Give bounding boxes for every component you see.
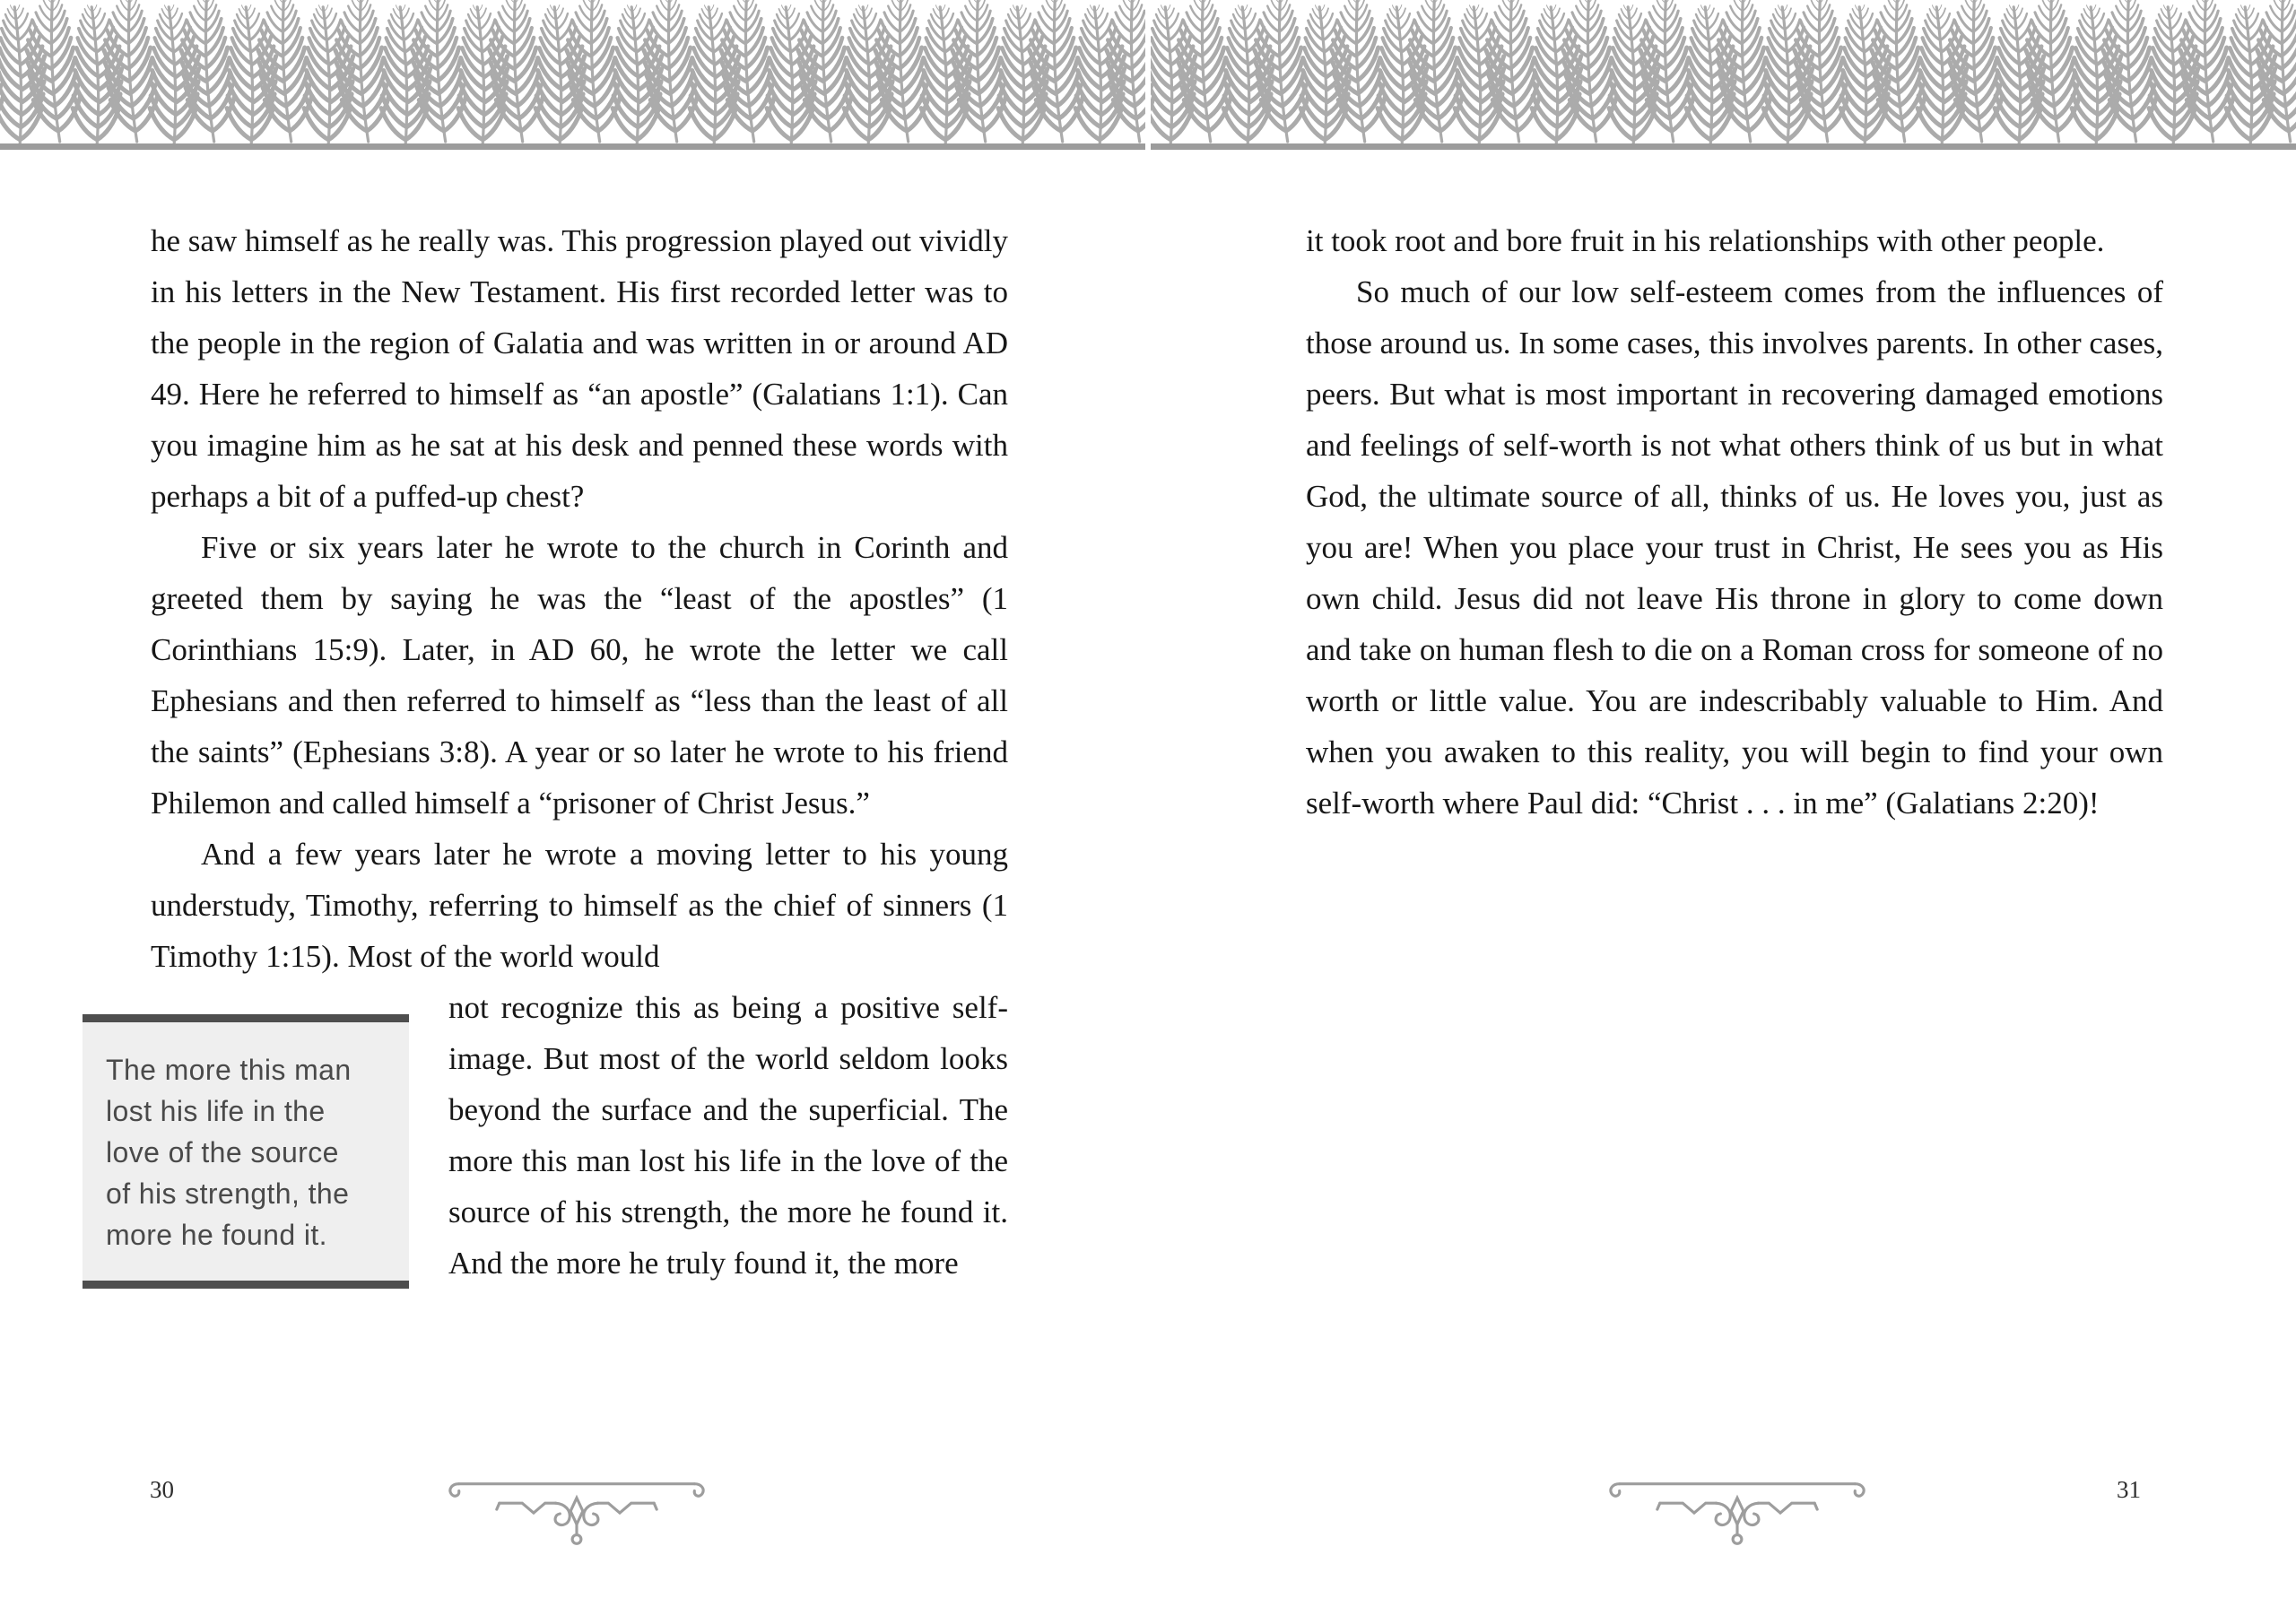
pull-quote-line: of his strength, the bbox=[106, 1177, 350, 1210]
paragraph: So much of our low self-esteem comes from the influences of those around us. In some cases, this involves parents. In other cases, peers. But what is most important in recovering damaged emotions and feelings of self-worth is not what others think of us but in what God, the ultimate source of all, thinks of us. He loves you, just as you are! When you place your trust in Christ, He sees you as His own child. Jesus did not leave His throne in glory to come down and take on human flesh to die on a Roman cross for someone of no worth or little value. You are indescribably valuable to Him. And when you awaken to this reality, you will begin to find your own self-worth where Paul did: “Christ . . . in me” (Galatians 2:20)! bbox=[1306, 274, 2163, 821]
pull-quote-line: lost his life in the bbox=[106, 1095, 326, 1127]
flourish-ornament-left bbox=[445, 1472, 709, 1555]
page-number-right: 31 bbox=[2117, 1476, 2141, 1503]
paragraph: he saw himself as he really was. This progression played out vividly in his letters in the New Testament. His first recorded letter was to the people in the region of Galatia and was written in or around AD 49. Here he referred to himself as “an apostle” (Galatians 1:1). Can you imagine him as he sat at his desk and penned these words with perhaps a bit of a puffed-up chest? bbox=[151, 223, 1008, 514]
paragraph bbox=[151, 829, 1008, 982]
paragraph: it took root and bore fruit in his relationships with other people. bbox=[1306, 223, 2105, 258]
paragraph: Five or six years later he wrote to the church in Corinth and greeted them by saying he was the “least of the apostles” (1 Corinthians 15:9). Later, in AD 60, he wrote the letter we call Ephesians and then referred to himself as “less than the least of all the saints” (Ephesians 3:8). A year or so later he wrote to his friend Philemon and called himself a “prisoner of Christ Jesus.” bbox=[151, 530, 1008, 821]
fern-pattern-band-left bbox=[0, 0, 1145, 150]
right-page-text-column bbox=[1306, 215, 2163, 829]
pull-quote-box bbox=[83, 1014, 409, 1289]
flourish-ornament-right bbox=[1605, 1472, 1869, 1555]
paragraph-text: And a few years later he wrote a moving letter to his young understudy, Timothy, referring to himself as the chief of sinners (1 Timothy 1:15). Most of the world would bbox=[151, 837, 1008, 974]
pull-quote-line: more he found it. bbox=[106, 1219, 327, 1251]
fern-pattern-band-right bbox=[1151, 0, 2296, 150]
pull-quote-line: love of the source bbox=[106, 1136, 339, 1168]
pull-quote-line: The more this man bbox=[106, 1054, 352, 1086]
page-number-left: 30 bbox=[150, 1476, 174, 1503]
paragraph-text: not recognize this as being a positive self-image. But most of the world seldom looks beyond the surface and the superficial. The more this man lost his life in the love of the source of his strength, the more he found it. And the more he truly found it, the more bbox=[448, 990, 1008, 1281]
left-page-text-column bbox=[106, 215, 1008, 1305]
